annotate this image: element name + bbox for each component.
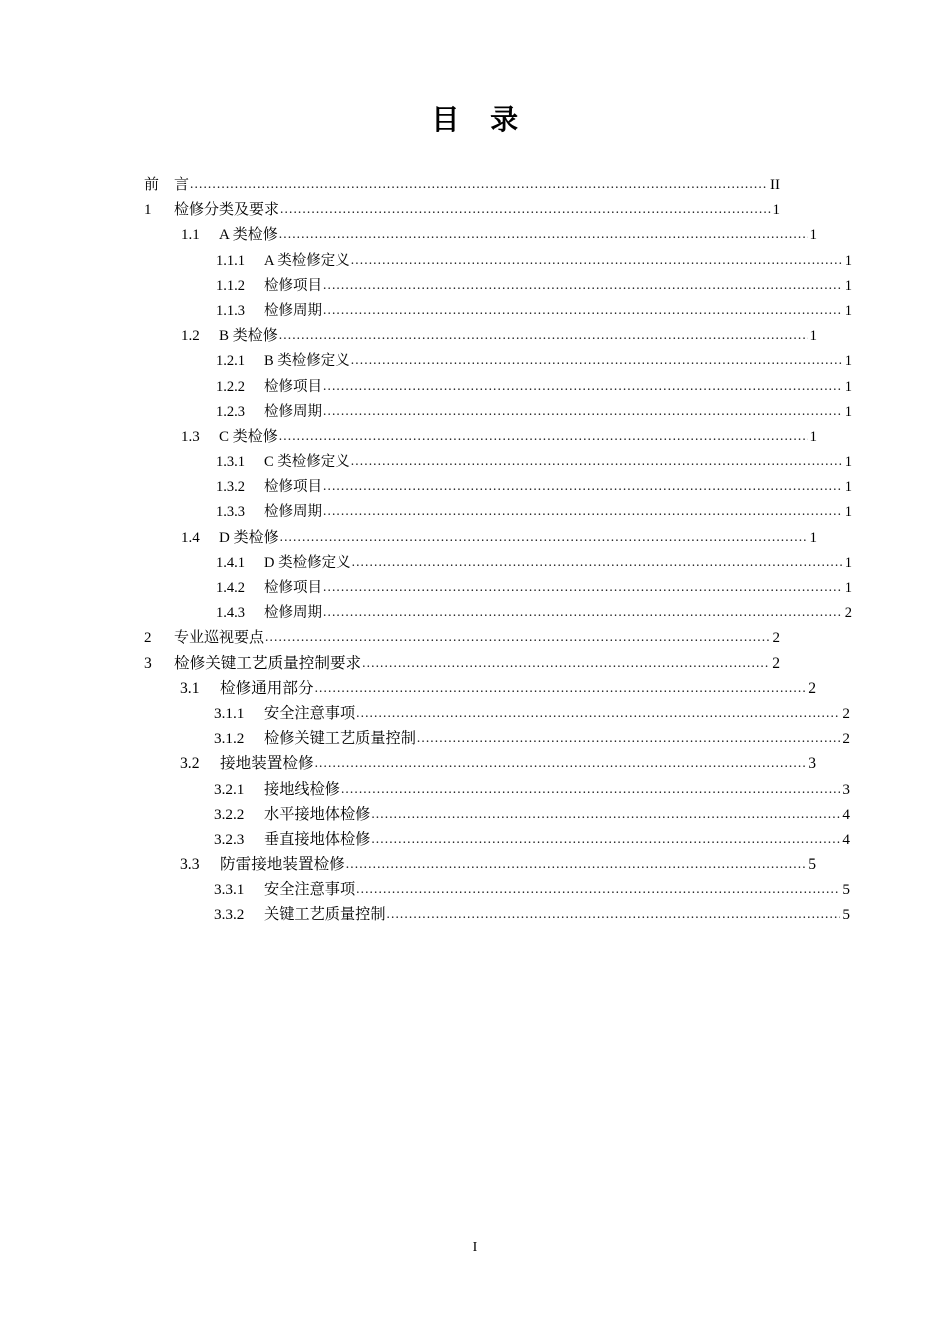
toc-entry-number: 3.3: [180, 856, 200, 874]
toc-entry-number: 3.1.2: [214, 730, 245, 748]
toc-entry[interactable]: [144, 248, 852, 273]
toc-entry[interactable]: [144, 852, 816, 877]
toc-entry-number: 3.1.1: [214, 704, 245, 722]
toc-entry-title: 检修分类及要求: [174, 202, 280, 219]
toc-entry-title: C 类检修: [219, 428, 278, 445]
toc-entry-page-number: 4: [842, 805, 850, 823]
toc-entry[interactable]: [144, 197, 780, 222]
toc-entry-title: 前 言: [144, 177, 190, 193]
toc-entry-title: 检修周期: [264, 403, 322, 420]
dot-leader: [356, 701, 840, 725]
toc-entry-page-number: II: [770, 177, 780, 193]
toc-entry-page-number: 1: [844, 353, 852, 370]
dot-leader: [279, 222, 808, 246]
toc-entry[interactable]: [144, 348, 852, 373]
toc-entry-page-number: 2: [808, 679, 816, 697]
toc-entry-page-number: 2: [772, 630, 780, 647]
toc-entry[interactable]: [144, 499, 852, 524]
toc-entry-page-number: 5: [808, 856, 816, 874]
toc-entry-title: 水平接地体检修: [264, 805, 371, 823]
dot-leader: [190, 172, 768, 196]
dot-leader: [323, 273, 843, 297]
toc-entry-number: 3: [144, 654, 152, 672]
toc-entry-number: 2: [144, 630, 152, 647]
toc-entry-page-number: 3: [842, 780, 850, 798]
toc-entry-number: 3.1: [180, 679, 200, 697]
toc-entry-number: 1.3: [181, 428, 200, 445]
toc-entry-number: 3.3.2: [214, 906, 245, 924]
dot-leader: [341, 777, 840, 801]
dot-leader: [279, 323, 808, 347]
toc-entry-number: 1.1.1: [216, 252, 245, 269]
dot-leader: [323, 575, 843, 599]
dot-leader: [352, 550, 843, 574]
dot-leader: [323, 399, 843, 423]
toc-entry-number: 1.2.3: [216, 403, 245, 420]
toc-entry-number: 1.4.2: [216, 580, 245, 596]
toc-entry-title: A 类检修定义: [264, 252, 350, 269]
toc-entry-number: 3.2.2: [214, 805, 245, 823]
toc-entry-title: 接地线检修: [264, 780, 340, 798]
dot-leader: [371, 827, 840, 851]
toc-entry-page-number: 1: [772, 202, 780, 219]
toc-entry[interactable]: [144, 273, 852, 298]
dot-leader: [279, 424, 808, 448]
dot-leader: [346, 852, 806, 876]
toc-entry[interactable]: [144, 751, 816, 776]
toc-entry-number: 1.4.3: [216, 605, 245, 622]
footer-page-number: I: [472, 1240, 478, 1255]
dot-leader: [351, 248, 843, 272]
toc-entry-title: 防雷接地装置检修: [220, 856, 345, 874]
toc-entry-page-number: 1: [844, 479, 852, 496]
toc-entry-page-number: 1: [844, 252, 852, 269]
toc-entry[interactable]: [144, 222, 817, 247]
toc-entry-page-number: 3: [808, 755, 816, 773]
toc-entry[interactable]: [144, 877, 850, 902]
toc-entry[interactable]: [144, 424, 817, 449]
toc-entry-title: 接地装置检修: [220, 755, 314, 773]
toc-entry-title: 垂直接地体检修: [264, 830, 371, 848]
toc-entry-page-number: 1: [844, 580, 852, 596]
toc-entry[interactable]: [144, 676, 816, 701]
toc-entry[interactable]: [144, 625, 780, 650]
toc-entry[interactable]: [144, 802, 850, 827]
toc-entry-page-number: 1: [809, 227, 817, 244]
toc-entry-page-number: 1: [809, 328, 817, 345]
toc-entry[interactable]: [144, 777, 850, 802]
toc-entry-number: 1.4: [181, 529, 200, 546]
toc-entry[interactable]: [144, 827, 850, 852]
toc-entry-number: 3.3.1: [214, 881, 245, 899]
toc-entry-number: 1: [144, 202, 152, 219]
toc-entry-page-number: 1: [809, 428, 817, 445]
toc-entry[interactable]: [144, 600, 852, 625]
toc-entry-page-number: 2: [842, 730, 850, 748]
toc-entry[interactable]: [144, 726, 850, 751]
toc-entry-title: C 类检修定义: [264, 454, 350, 471]
toc-entry-title: 检修项目: [264, 277, 322, 294]
toc-entry-number: 1.4.1: [216, 554, 245, 571]
toc-entry-page-number: 2: [842, 704, 850, 722]
toc-entry-title: D 类检修: [219, 529, 279, 546]
toc-entry-page-number: 2: [844, 605, 852, 622]
toc-entry-title: B 类检修: [219, 328, 278, 345]
toc-entry-title: 检修项目: [264, 479, 322, 496]
toc-entry-page-number: 5: [842, 881, 850, 899]
toc-entry-page-number: 1: [844, 378, 852, 395]
dot-leader: [280, 525, 808, 549]
toc-entry[interactable]: [144, 575, 852, 600]
toc-entry-page-number: 4: [842, 830, 850, 848]
toc-entry-title: 检修周期: [264, 302, 322, 319]
dot-leader: [417, 726, 841, 750]
dot-leader: [356, 877, 840, 901]
toc-entry-number: 1.2: [181, 328, 200, 345]
dot-leader: [265, 625, 770, 649]
toc-entry-number: 1.3.2: [216, 479, 245, 496]
toc-entry-page-number: 1: [844, 403, 852, 420]
toc-entry[interactable]: [144, 550, 852, 575]
toc-entry-title: 安全注意事项: [264, 704, 356, 722]
toc-entry-number: 1.1.2: [216, 277, 245, 294]
toc-entry-number: 3.2.1: [214, 780, 245, 798]
toc-entry[interactable]: [144, 323, 817, 348]
dot-leader: [323, 374, 843, 398]
dot-leader: [351, 348, 843, 372]
toc-entry[interactable]: [144, 298, 852, 323]
toc-entry[interactable]: [144, 525, 817, 550]
toc-entry-number: 1.3.3: [216, 504, 245, 521]
toc-entry-page-number: 1: [809, 529, 817, 546]
toc-entry-page-number: 5: [842, 906, 850, 924]
toc-entry[interactable]: [144, 701, 850, 726]
toc-entry[interactable]: [144, 172, 780, 197]
toc-entry-title: D 类检修定义: [264, 554, 351, 571]
toc-entry-number: 1.2.1: [216, 353, 245, 370]
toc-entry-title: 检修周期: [264, 605, 322, 622]
toc-entry-number: 1.2.2: [216, 378, 245, 395]
toc-entry-page-number: 1: [844, 554, 852, 571]
toc-entry-title: 检修周期: [264, 504, 322, 521]
toc-entry[interactable]: [144, 449, 852, 474]
toc-entry[interactable]: [144, 399, 852, 424]
toc-entry[interactable]: [144, 474, 852, 499]
toc-entry-title: 关键工艺质量控制: [264, 906, 386, 924]
toc-entry-page-number: 1: [844, 454, 852, 471]
toc-entry-page-number: 1: [844, 504, 852, 521]
dot-leader: [323, 298, 843, 322]
dot-leader: [315, 676, 807, 700]
dot-leader: [387, 902, 841, 926]
toc-entry-number: 1.1.3: [216, 302, 245, 319]
dot-leader: [371, 802, 840, 826]
toc-entry-title: 检修关键工艺质量控制要求: [174, 654, 362, 672]
table-of-contents: [144, 172, 852, 928]
toc-entry-page-number: 1: [844, 302, 852, 319]
toc-entry-title: 检修关键工艺质量控制: [264, 730, 416, 748]
page-title: 目 录: [431, 105, 519, 136]
dot-leader: [323, 474, 843, 498]
toc-entry-title: 安全注意事项: [264, 881, 356, 899]
dot-leader: [323, 600, 843, 624]
toc-entry-page-number: 2: [772, 654, 780, 672]
dot-leader: [315, 751, 807, 775]
toc-entry[interactable]: [144, 374, 852, 399]
toc-entry-title: 检修项目: [264, 580, 322, 596]
toc-entry[interactable]: [144, 651, 780, 676]
toc-entry-title: 检修项目: [264, 378, 322, 395]
toc-entry-number: 3.2.3: [214, 830, 245, 848]
dot-leader: [362, 651, 770, 675]
dot-leader: [323, 499, 843, 523]
toc-entry-page-number: 1: [844, 277, 852, 294]
toc-entry-number: 3.2: [180, 755, 200, 773]
dot-leader: [351, 449, 843, 473]
toc-entry-title: B 类检修定义: [264, 353, 350, 370]
toc-entry-title: A 类检修: [219, 227, 278, 244]
toc-entry-title: 检修通用部分: [220, 679, 314, 697]
toc-entry[interactable]: [144, 902, 850, 927]
toc-entry-title: 专业巡视要点: [174, 630, 265, 647]
toc-entry-number: 1.1: [181, 227, 200, 244]
dot-leader: [280, 197, 770, 221]
toc-entry-number: 1.3.1: [216, 454, 245, 471]
